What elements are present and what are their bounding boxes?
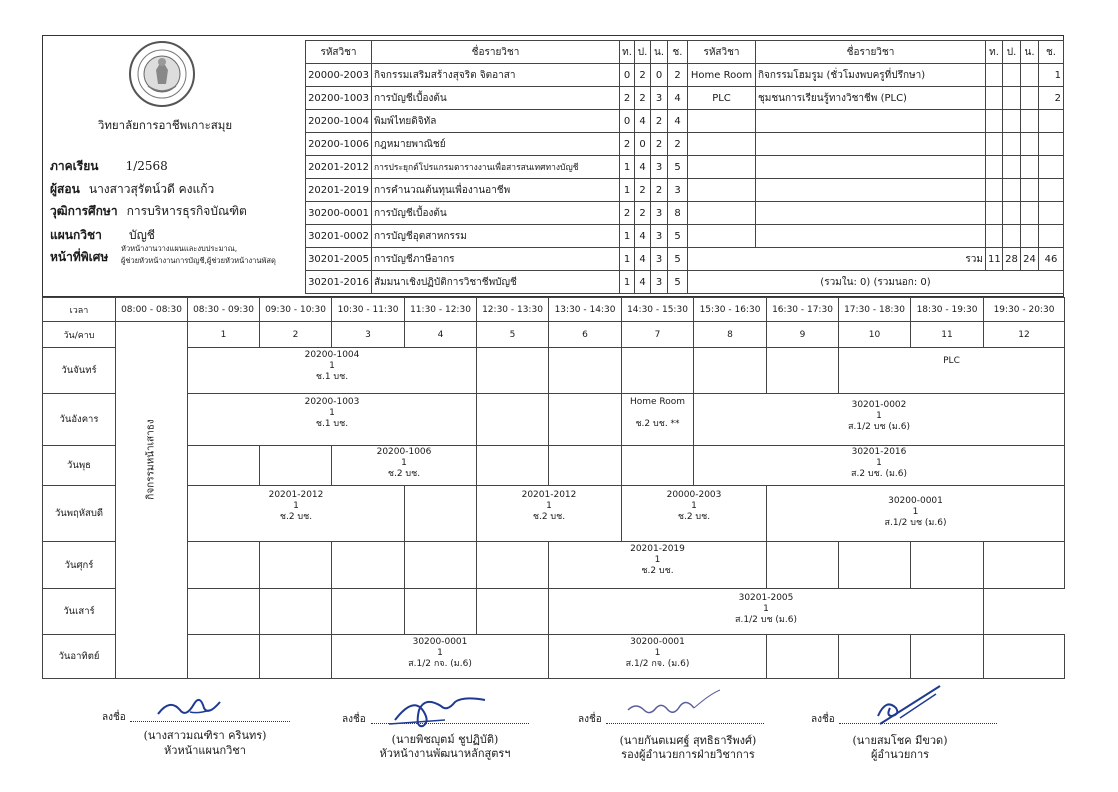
college-name: วิทยาลัยการอาชีพเกาะสมุย	[97, 118, 233, 132]
subject-t: 1	[620, 179, 635, 202]
table-row	[306, 133, 688, 156]
subject-p: 0	[635, 133, 651, 156]
table-row	[306, 248, 688, 271]
time-slot: 13:30 - 14:30	[549, 298, 622, 322]
period-num: 3	[332, 322, 405, 348]
subject-c: 3	[668, 179, 688, 202]
time-slot: 14:30 - 15:30	[622, 298, 694, 322]
total-n: 24	[1021, 248, 1039, 271]
day-row-saturday	[43, 589, 1065, 635]
subject-n: 0	[651, 64, 668, 87]
qualification-row	[50, 200, 247, 221]
college-logo	[128, 40, 196, 108]
class-num: 1	[876, 411, 882, 421]
subject-c: 5	[668, 156, 688, 179]
table-row	[688, 64, 1064, 87]
teacher-row	[50, 178, 214, 199]
class-num: 1	[691, 501, 697, 511]
subject-name: การคำนวณต้นทุนเพื่องานอาชีพ	[372, 179, 620, 202]
table-row	[306, 179, 688, 202]
subject-name: การบัญชีภาษีอากร	[372, 248, 620, 271]
table-row	[688, 156, 1064, 179]
subject-n: 3	[651, 87, 668, 110]
subject-name: กิจกรรมเสริมสร้างสุจริต จิตอาสา	[372, 64, 620, 87]
department-row	[50, 224, 155, 245]
subject-n: 3	[651, 156, 668, 179]
col-header-name: ชื่อรายวิชา	[372, 41, 620, 64]
class-num: 1	[329, 408, 335, 418]
day-row-thursday	[43, 486, 1065, 542]
day-row-monday	[43, 348, 1065, 394]
period-num: 2	[260, 322, 332, 348]
subject-code: Home Room	[688, 64, 756, 87]
class-code: 20200-1006	[376, 447, 432, 457]
subject-n: 2	[651, 179, 668, 202]
class-code: 30200-0001	[412, 637, 468, 647]
class-code: 20201-2019	[630, 544, 685, 554]
class-block	[767, 486, 1065, 542]
class-block	[332, 635, 549, 679]
table-row	[688, 179, 1064, 202]
semester-value: 1/2568	[125, 159, 168, 173]
class-num: 1	[876, 458, 882, 468]
subject-p: 4	[635, 248, 651, 271]
signature-label-3: ลงชื่อ	[578, 714, 602, 725]
col-header-p: ป.	[1003, 41, 1021, 64]
class-block	[694, 394, 1065, 446]
signature-position-4: ผู้อำนวยการ	[870, 748, 930, 761]
subject-n: 2	[651, 133, 668, 156]
subject-c: 4	[668, 87, 688, 110]
duty-row	[50, 246, 108, 267]
signature-position-2: หัวหน้างานพัฒนาหลักสูตรฯ	[379, 747, 511, 760]
subject-t: 1	[620, 271, 635, 294]
day-label: วันพุธ	[43, 446, 116, 486]
class-num: 1	[546, 501, 552, 511]
subject-code: 20000-2003	[306, 64, 372, 87]
table-row	[306, 156, 688, 179]
subject-t: 0	[620, 64, 635, 87]
subject-c: 1	[1039, 64, 1064, 87]
table-row	[306, 202, 688, 225]
class-group: ช.2 บช.	[387, 469, 421, 479]
class-code: Home Room	[629, 397, 686, 407]
qualification-label: วุฒิการศึกษา	[50, 204, 118, 218]
class-code: 30200-0001	[888, 496, 943, 506]
subject-p: 4	[635, 156, 651, 179]
time-slot: 19:30 - 20:30	[984, 298, 1065, 322]
subject-c: 5	[668, 271, 688, 294]
subject-c: 8	[668, 202, 688, 225]
class-block	[694, 446, 1065, 486]
period-num: 1	[188, 322, 260, 348]
time-header-row	[43, 298, 1065, 322]
class-num: 1	[654, 648, 661, 658]
class-group: ส.1/2 กจ. (ม.6)	[408, 659, 472, 669]
total-p: 28	[1003, 248, 1021, 271]
total-t: 11	[986, 248, 1003, 271]
class-code: 30200-0001	[630, 637, 685, 647]
qualification-value: การบริหารธุรกิจบัณฑิต	[126, 204, 247, 218]
table-row	[688, 225, 1064, 248]
day-label: วันจันทร์	[43, 348, 116, 394]
teacher-label: ผู้สอน	[50, 182, 80, 196]
subject-p: 4	[635, 271, 651, 294]
class-num: 1	[329, 361, 335, 371]
col-header-code: รหัสวิชา	[306, 41, 372, 64]
subject-code: 30201-2016	[306, 271, 372, 294]
signature-position-3: รองผู้อำนวยการฝ่ายวิชาการ	[621, 748, 755, 761]
subject-c: 4	[668, 110, 688, 133]
schedule-table	[42, 297, 1065, 679]
subjects-right-table	[687, 40, 1064, 294]
class-num: 1	[763, 604, 769, 614]
period-num: 8	[694, 322, 767, 348]
time-slot: 09:30 - 10:30	[260, 298, 332, 322]
class-group: ส.2 บช. (ม.6)	[850, 469, 908, 479]
subjects-left-header	[306, 41, 688, 64]
department-label: แผนกวิชา	[50, 228, 102, 242]
subject-name: สัมมนาเชิงปฏิบัติการวิชาชีพบัญชี	[372, 271, 620, 294]
department-value: บัญชี	[128, 228, 155, 242]
class-code: 20200-1003	[304, 397, 360, 407]
table-row	[306, 271, 688, 294]
signature-name-2: (นายพิชญุตม์ ชูปฏิบัติ)	[391, 733, 499, 746]
total-row	[688, 248, 1064, 271]
subject-n: 3	[651, 271, 668, 294]
subject-p: 4	[635, 225, 651, 248]
subject-name: การประยุกต์โปรแกรมตารางงานเพื่อสารสนเทศทางบัญชี	[372, 156, 620, 179]
subject-n: 3	[651, 248, 668, 271]
signature-scribble-4	[860, 682, 950, 730]
subject-p: 2	[635, 64, 651, 87]
subject-code: 30201-2005	[306, 248, 372, 271]
class-num: 1	[912, 507, 919, 517]
col-header-t: ท.	[620, 41, 635, 64]
subject-code: 30201-0002	[306, 225, 372, 248]
class-group: ช.2 บช. **	[635, 419, 680, 429]
col-header-n: น.	[651, 41, 668, 64]
class-code: 20201-2012	[268, 490, 324, 500]
class-num: 1	[401, 458, 407, 468]
signature-scribble-3	[620, 688, 730, 722]
class-code: 30201-0002	[851, 400, 907, 410]
subject-t: 1	[620, 156, 635, 179]
subject-t: 2	[620, 87, 635, 110]
period-num: 5	[477, 322, 549, 348]
class-block	[188, 348, 477, 394]
signature-label-2: ลงชื่อ	[342, 714, 366, 725]
period-header-row	[43, 322, 1065, 348]
table-row	[306, 64, 688, 87]
class-code: 30201-2005	[738, 593, 794, 603]
subject-p: 2	[635, 179, 651, 202]
table-row	[688, 87, 1064, 110]
period-num: 7	[622, 322, 694, 348]
signature-label-4: ลงชื่อ	[811, 714, 835, 725]
class-group: ส.1/2 บช (ม.6)	[884, 518, 947, 528]
day-label: วันพฤหัสบดี	[43, 486, 116, 542]
class-num: 1	[293, 501, 299, 511]
subject-code: 20200-1006	[306, 133, 372, 156]
subject-t: 2	[620, 202, 635, 225]
time-slot: 18:30 - 19:30	[911, 298, 984, 322]
day-row-wednesday	[43, 446, 1065, 486]
table-row	[306, 225, 688, 248]
flag-activity-cell	[116, 322, 188, 679]
class-block	[188, 394, 477, 446]
signature-name-4: (นายสมโชค มีขวด)	[852, 734, 948, 747]
subject-name: กฎหมายพาณิชย์	[372, 133, 620, 156]
period-num: 10	[839, 322, 911, 348]
signature-scribble-1	[150, 690, 230, 722]
table-row	[688, 133, 1064, 156]
subject-code: 20200-1004	[306, 110, 372, 133]
class-code: 20000-2003	[666, 490, 722, 500]
class-block	[549, 589, 984, 635]
class-num: 1	[437, 648, 443, 658]
col-header-p: ป.	[635, 41, 651, 64]
time-slot: 15:30 - 16:30	[694, 298, 767, 322]
col-header-c: ช.	[668, 41, 688, 64]
day-label: วันเสาร์	[43, 589, 116, 635]
subject-n: 3	[651, 202, 668, 225]
class-block	[549, 542, 767, 589]
class-group: ส.1/2 บช (ม.6)	[848, 422, 910, 432]
table-row	[688, 202, 1064, 225]
class-group: ช.2 บช.	[641, 566, 674, 576]
class-group: ส.1/2 บช (ม.6)	[735, 615, 797, 625]
period-num: 12	[984, 322, 1065, 348]
class-code: PLC	[943, 356, 960, 366]
class-group: ช.1 บช.	[315, 419, 349, 429]
subject-c: 5	[668, 225, 688, 248]
class-code: 20200-1004	[304, 350, 360, 360]
day-row-tuesday	[43, 394, 1065, 446]
class-code: 20201-2012	[521, 490, 577, 500]
subject-n: 3	[651, 225, 668, 248]
total-label: รวม	[688, 248, 986, 271]
subject-t: 0	[620, 110, 635, 133]
semester-label: ภาคเรียน	[50, 159, 99, 173]
time-slot: 10:30 - 11:30	[332, 298, 405, 322]
period-num: 6	[549, 322, 622, 348]
signature-line-3	[606, 723, 764, 724]
subject-name: ชุมชนการเรียนรู้ทางวิชาชีพ (PLC)	[756, 87, 986, 110]
subject-p: 2	[635, 87, 651, 110]
col-header-n: น.	[1021, 41, 1039, 64]
time-slot: 11:30 - 12:30	[405, 298, 477, 322]
day-row-friday	[43, 542, 1065, 589]
period-label: วัน/คาบ	[43, 322, 116, 348]
col-header-c: ช.	[1039, 41, 1064, 64]
class-group: ช.2 บช.	[677, 512, 711, 522]
subject-code: 20201-2019	[306, 179, 372, 202]
subject-code: 20200-1003	[306, 87, 372, 110]
class-group: ช.2 บช.	[532, 512, 566, 522]
period-num: 11	[911, 322, 984, 348]
duty-line-1: หัวหน้างานวางแผนและงบประมาณ,	[121, 244, 238, 253]
subject-code: PLC	[688, 87, 756, 110]
time-slot: 16:30 - 17:30	[767, 298, 839, 322]
class-block	[622, 486, 767, 542]
signature-scribble-2	[385, 690, 495, 730]
subject-name: กิจกรรมโฮมรูม (ชั่วโมงพบครูที่ปรึกษา)	[756, 64, 986, 87]
subject-c: 2	[668, 64, 688, 87]
class-group: ส.1/2 กจ. (ม.6)	[625, 659, 690, 669]
table-row	[306, 110, 688, 133]
time-slot: 08:30 - 09:30	[188, 298, 260, 322]
day-label: วันศุกร์	[43, 542, 116, 589]
teacher-value: นางสาวสุรัตน์วดี คงแก้ว	[88, 182, 215, 196]
class-block	[188, 486, 405, 542]
time-slot: 17:30 - 18:30	[839, 298, 911, 322]
class-block	[549, 635, 767, 679]
time-slot: 12:30 - 13:30	[477, 298, 549, 322]
class-group: ช.2 บช.	[279, 512, 313, 522]
signature-name-1: (นางสาวมณฑิรา ครินทร)	[143, 729, 267, 742]
class-block	[839, 348, 1065, 394]
subject-c: 5	[668, 248, 688, 271]
subject-name: พิมพ์ไทยดิจิทัล	[372, 110, 620, 133]
subject-code: 20201-2012	[306, 156, 372, 179]
subject-p: 4	[635, 110, 651, 133]
semester-row	[50, 155, 168, 176]
signature-position-1: หัวหน้าแผนกวิชา	[164, 744, 246, 757]
subject-p: 2	[635, 202, 651, 225]
class-block	[622, 394, 694, 446]
duty-line-2: ผู้ช่วยหัวหน้างานการบัญชี,ผู้ช่วยหัวหน้างานพัสดุ	[121, 256, 276, 265]
total-c: 46	[1039, 248, 1064, 271]
subject-name: การบัญชีเบื้องต้น	[372, 202, 620, 225]
summary-row	[688, 271, 1064, 294]
subjects-left-table	[305, 40, 688, 294]
subject-c: 2	[668, 133, 688, 156]
subject-t: 2	[620, 133, 635, 156]
day-label: วันอังคาร	[43, 394, 116, 446]
subject-c: 2	[1039, 87, 1064, 110]
class-num: 1	[654, 555, 661, 565]
class-block	[332, 446, 477, 486]
subjects-right-header	[688, 41, 1064, 64]
day-row-sunday	[43, 635, 1065, 679]
subject-n: 2	[651, 110, 668, 133]
subject-t: 1	[620, 225, 635, 248]
period-num: 9	[767, 322, 839, 348]
time-label: เวลา	[43, 298, 116, 322]
subject-name: การบัญชีอุตสาหกรรม	[372, 225, 620, 248]
signature-label-1: ลงชื่อ	[102, 712, 126, 723]
class-block	[477, 486, 622, 542]
class-code: 30201-2016	[851, 447, 907, 457]
period-num: 4	[405, 322, 477, 348]
signature-name-3: (นายกันตเมศฐ์ สุทธิธารีพงศ์)	[619, 734, 757, 747]
summary-text: (รวมใน: 0) (รวมนอก: 0)	[688, 271, 1064, 294]
duty-label: หน้าที่พิเศษ	[50, 250, 109, 264]
table-row	[306, 87, 688, 110]
col-header-code: รหัสวิชา	[688, 41, 756, 64]
class-group: ช.1 บช.	[315, 372, 349, 382]
table-row	[688, 110, 1064, 133]
subject-code: 30200-0001	[306, 202, 372, 225]
subject-t: 1	[620, 248, 635, 271]
flag-activity-label: กิจกรรมหน้าเสาธง	[145, 419, 157, 500]
time-slot: 08:00 - 08:30	[116, 298, 188, 322]
day-label: วันอาทิตย์	[43, 635, 116, 679]
col-header-t: ท.	[986, 41, 1003, 64]
subject-name: การบัญชีเบื้องต้น	[372, 87, 620, 110]
col-header-name: ชื่อรายวิชา	[756, 41, 986, 64]
